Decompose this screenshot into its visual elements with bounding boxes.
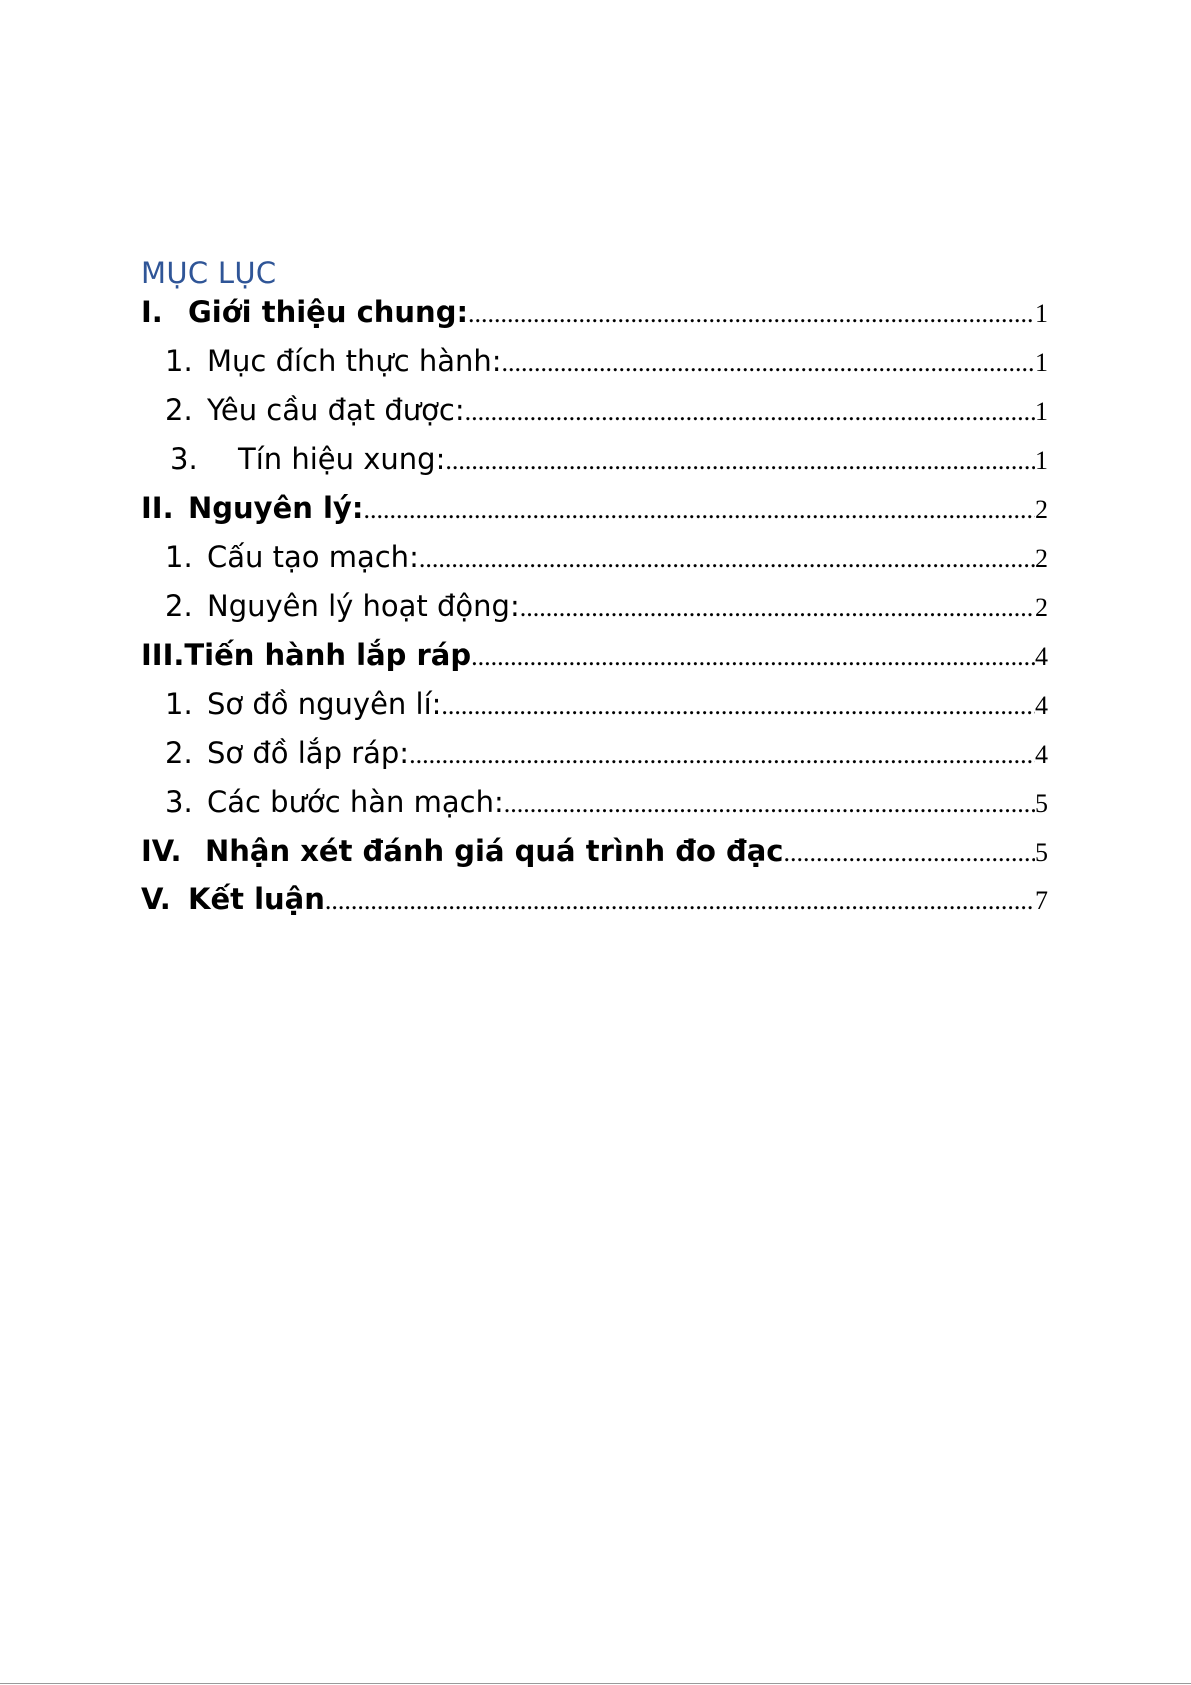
toc-entry-page: 1 bbox=[1035, 299, 1048, 328]
toc-entry-text: Yêu cầu đạt được: bbox=[207, 393, 465, 427]
toc-entry-label bbox=[141, 537, 419, 577]
toc-entry-label bbox=[141, 879, 325, 919]
toc-entry-number: III. bbox=[141, 638, 185, 672]
toc-entry-number: I. bbox=[141, 295, 163, 329]
toc-entry-page: 5 bbox=[1035, 838, 1048, 867]
toc-dot-leader bbox=[504, 784, 1035, 824]
toc-entry-page: 2 bbox=[1035, 495, 1048, 524]
toc-entry-label bbox=[141, 684, 441, 724]
toc-entry-page: 7 bbox=[1035, 886, 1048, 915]
toc-entry-text: Sơ đồ nguyên lí: bbox=[207, 687, 442, 721]
toc-entry-text: Các bước hàn mạch: bbox=[207, 785, 504, 819]
toc-entry-text: Kết luận bbox=[188, 882, 325, 916]
toc-entry-label bbox=[141, 341, 502, 381]
toc-entry[interactable] bbox=[141, 537, 1048, 577]
toc-entry-number: IV. bbox=[141, 834, 182, 868]
toc-entry[interactable] bbox=[141, 782, 1048, 822]
toc-entry-label bbox=[141, 292, 468, 332]
toc-entry[interactable] bbox=[141, 341, 1048, 381]
toc-entry-page: 2 bbox=[1035, 593, 1048, 622]
toc-entry-text: Mục đích thực hành: bbox=[207, 344, 502, 378]
toc-entry[interactable] bbox=[141, 879, 1048, 919]
toc-entry-label bbox=[141, 635, 471, 675]
toc-dot-leader bbox=[445, 441, 1035, 481]
toc-dot-leader bbox=[409, 735, 1035, 775]
toc-entry-number: II. bbox=[141, 491, 174, 525]
toc-entry[interactable] bbox=[141, 488, 1048, 528]
toc-entry-text: Nguyên lý: bbox=[188, 491, 364, 525]
toc-entry-page: 4 bbox=[1035, 691, 1048, 720]
toc-title: MỤC LỤC bbox=[141, 256, 277, 290]
toc-entry-page: 5 bbox=[1035, 789, 1048, 818]
toc-entry-number: V. bbox=[141, 882, 171, 916]
toc-dot-leader bbox=[502, 343, 1035, 383]
toc-dot-leader bbox=[471, 637, 1035, 677]
toc-entry-text: Sơ đồ lắp ráp: bbox=[207, 736, 410, 770]
toc-entry[interactable] bbox=[141, 586, 1048, 626]
footer-rule bbox=[0, 1683, 1191, 1684]
toc-entry-page: 4 bbox=[1035, 740, 1048, 769]
toc-entry-number: 1. bbox=[165, 540, 193, 574]
toc-dot-leader bbox=[468, 294, 1035, 334]
toc-entry-text: Cấu tạo mạch: bbox=[207, 540, 419, 574]
toc-entry-number: 2. bbox=[165, 393, 193, 427]
toc-dot-leader bbox=[520, 588, 1035, 628]
toc-entry-text: Nguyên lý hoạt động: bbox=[207, 589, 520, 623]
toc-entry-page: 4 bbox=[1035, 642, 1048, 671]
toc-entry-label bbox=[141, 439, 445, 479]
toc-entry-number: 2. bbox=[165, 589, 193, 623]
toc-entry-text: Tiến hành lắp ráp bbox=[184, 638, 472, 672]
toc-entry-page: 1 bbox=[1035, 446, 1048, 475]
toc-entry[interactable] bbox=[141, 635, 1048, 675]
toc-entry-text: Giới thiệu chung: bbox=[188, 295, 469, 329]
toc-entry-number: 1. bbox=[165, 344, 193, 378]
toc-entry-number: 2. bbox=[165, 736, 193, 770]
toc-dot-leader bbox=[325, 881, 1035, 921]
toc-entry-label bbox=[141, 831, 784, 871]
toc-entry-label bbox=[141, 488, 363, 528]
toc-entry-label bbox=[141, 586, 520, 626]
toc-entry-page: 2 bbox=[1035, 544, 1048, 573]
toc-entry-text: Nhận xét đánh giá quá trình đo đạc bbox=[205, 834, 784, 868]
toc-entry-number: 3. bbox=[165, 785, 193, 819]
toc-entry-label bbox=[141, 390, 465, 430]
toc-dot-leader bbox=[465, 392, 1035, 432]
toc-entry-page: 1 bbox=[1035, 397, 1048, 426]
toc-entry[interactable] bbox=[141, 733, 1048, 773]
toc-entry-number: 3. bbox=[170, 442, 198, 476]
toc-entry-text: Tín hiệu xung: bbox=[238, 442, 446, 476]
toc-entry-label bbox=[141, 733, 409, 773]
toc-dot-leader bbox=[441, 686, 1035, 726]
toc-dot-leader bbox=[363, 490, 1035, 530]
toc-entry[interactable] bbox=[141, 390, 1048, 430]
toc-entry[interactable] bbox=[141, 439, 1048, 479]
toc-entry-number: 1. bbox=[165, 687, 193, 721]
toc-entry-label bbox=[141, 782, 504, 822]
toc-entry[interactable] bbox=[141, 831, 1048, 871]
toc-entry-page: 1 bbox=[1035, 348, 1048, 377]
toc-dot-leader bbox=[784, 833, 1036, 873]
toc-entry[interactable] bbox=[141, 684, 1048, 724]
toc-entry[interactable] bbox=[141, 292, 1048, 332]
toc-dot-leader bbox=[419, 539, 1035, 579]
